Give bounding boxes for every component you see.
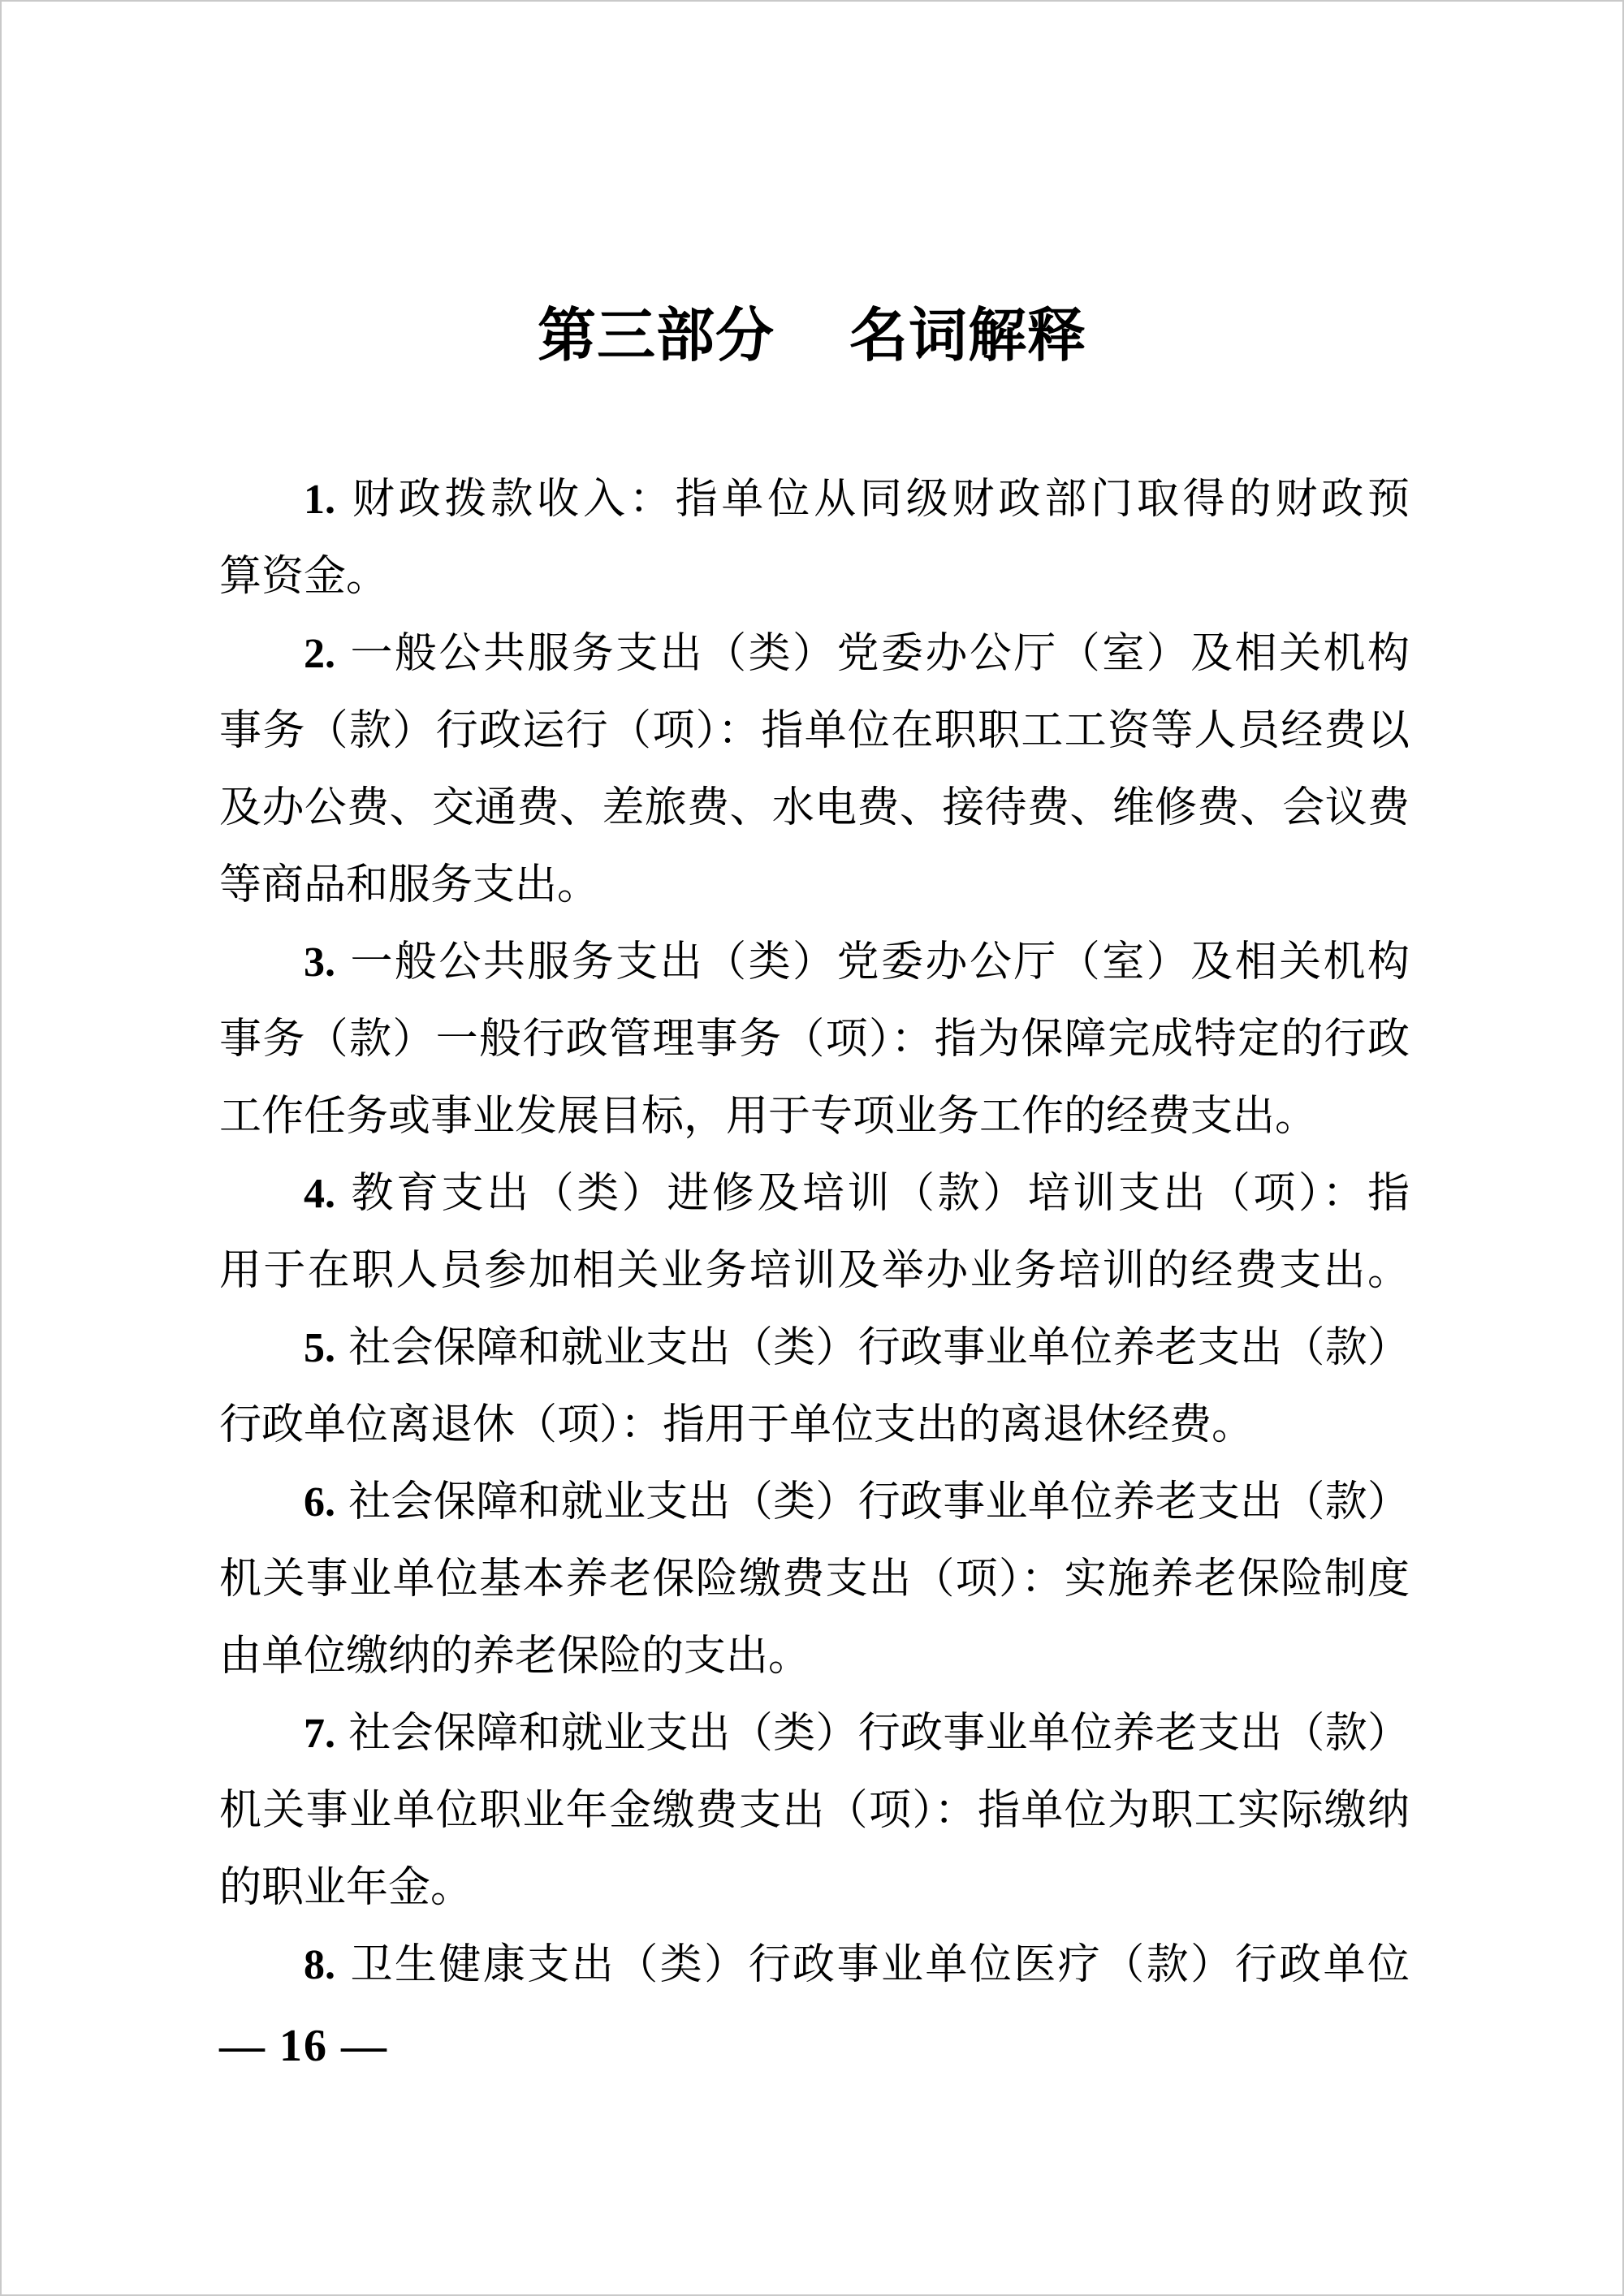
- item-number-1: 1.: [304, 477, 335, 523]
- paragraph-5-text: 社会保障和就业支出（类）行政事业单位养老支出（款）: [348, 1325, 1410, 1371]
- section-title-part2: 名词解释: [849, 304, 1087, 369]
- paragraph-7-text: 社会保障和就业支出（类）行政事业单位养老支出（款）: [348, 1711, 1410, 1757]
- paragraph-2-line-3: 及办公费、交通费、差旅费、水电费、接待费、维修费、会议费: [219, 785, 1410, 831]
- definitions-body: [219, 461, 1410, 2004]
- paragraph-6-text: 社会保障和就业支出（类）行政事业单位养老支出（款）: [348, 1479, 1410, 1526]
- paragraph-3-line-2: 事务（款）一般行政管理事务（项）：指为保障完成特定的行政: [219, 1016, 1410, 1063]
- paragraph-8-text: 卫生健康支出（类）行政事业单位医疗（款）行政单位: [348, 1942, 1410, 1988]
- paragraph-3-line-3: 工作任务或事业发展目标，用于专项业务工作的经费支出。: [219, 1094, 1318, 1140]
- paragraph-1-line-2: 算资金。: [219, 554, 389, 600]
- paragraph-6-line-2: 机关事业单位基本养老保险缴费支出（项）：实施养老保险制度: [219, 1556, 1410, 1603]
- paragraph-2-line-4: 等商品和服务支出。: [219, 862, 600, 908]
- paragraph-5-line-2: 行政单位离退休（项）：指用于单位支出的离退休经费。: [219, 1402, 1255, 1448]
- item-number-7: 7.: [304, 1711, 335, 1757]
- paragraph-4-line-1: [219, 1155, 1410, 1232]
- paragraph-2-line-2: 事务（款）行政运行（项）：指单位在职职工工资等人员经费以: [219, 708, 1410, 754]
- section-title: [2, 304, 1622, 369]
- page-footer: [219, 2020, 388, 2072]
- section-title-part1: 第三部分: [537, 304, 775, 369]
- paragraph-1-line-1: [219, 461, 1410, 538]
- paragraph-7-line-3: 的职业年金。: [219, 1865, 473, 1911]
- paragraph-4-text: 教育支出（类）进修及培训（款）培训支出（项）：指: [348, 1171, 1410, 1217]
- paragraph-6-line-1: [219, 1464, 1410, 1541]
- paragraph-3-text: 一般公共服务支出（类）党委办公厅（室）及相关机构: [348, 939, 1410, 986]
- title-gap: [775, 355, 849, 356]
- paragraph-2-text: 一般公共服务支出（类）党委办公厅（室）及相关机构: [348, 631, 1410, 677]
- paragraph-1-text: 财政拨款收入：指单位从同级财政部门取得的财政预: [348, 477, 1410, 523]
- item-number-4: 4.: [304, 1171, 335, 1217]
- item-number-8: 8.: [304, 1942, 335, 1988]
- item-number-3: 3.: [304, 939, 335, 986]
- paragraph-4-line-2: 用于在职人员参加相关业务培训及举办业务培训的经费支出。: [219, 1248, 1410, 1294]
- item-number-2: 2.: [304, 631, 335, 677]
- paragraph-6-line-3: 由单位缴纳的养老保险的支出。: [219, 1634, 811, 1680]
- paragraph-2-line-1: [219, 615, 1410, 693]
- item-number-5: 5.: [304, 1325, 335, 1371]
- paragraph-5-line-1: [219, 1310, 1410, 1387]
- paragraph-8-line-1: [219, 1927, 1410, 2004]
- paragraph-7-line-2: 机关事业单位职业年金缴费支出（项）：指单位为职工实际缴纳: [219, 1788, 1410, 1834]
- paragraph-7-line-1: [219, 1695, 1410, 1772]
- page-number: — 16 —: [219, 2021, 388, 2071]
- item-number-6: 6.: [304, 1479, 335, 1526]
- paragraph-3-line-1: [219, 924, 1410, 1001]
